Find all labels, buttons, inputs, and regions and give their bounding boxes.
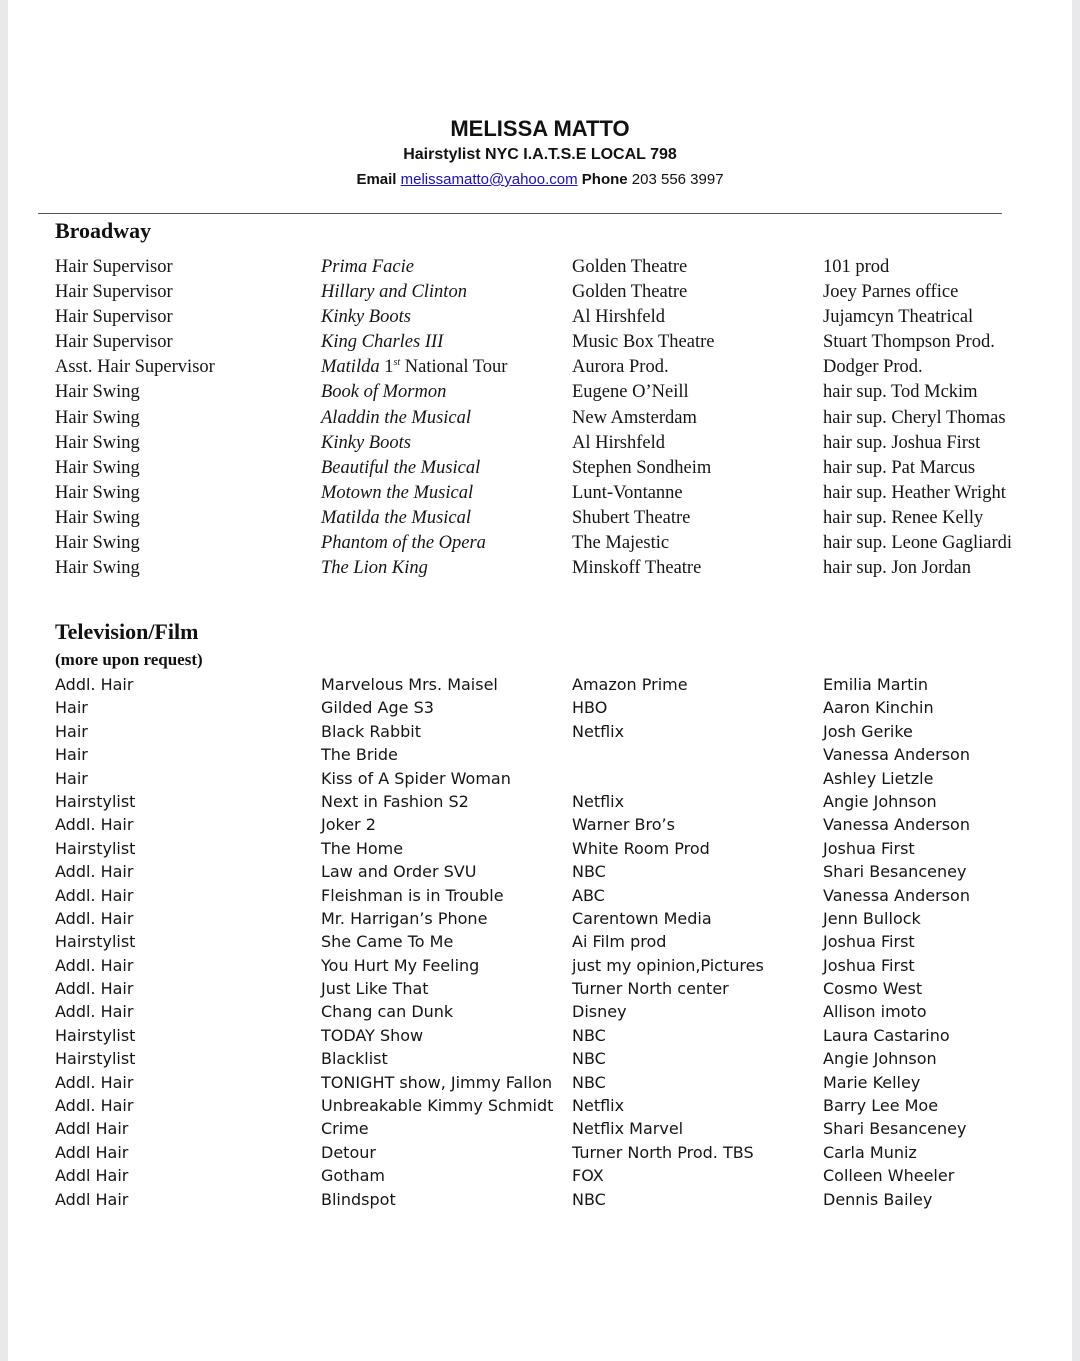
credit-row: [0, 1000, 1080, 1023]
credit-venue: FOX: [572, 1166, 604, 1186]
credit-row: [0, 531, 1080, 556]
credit-row: [0, 1047, 1080, 1070]
broadway-credits-list: [0, 255, 1080, 581]
credit-title: She Came To Me: [321, 932, 454, 952]
credit-contact: Marie Kelley: [823, 1072, 921, 1092]
tv-section-title: Television/Film: [55, 619, 199, 644]
credit-row: [0, 1188, 1080, 1211]
credit-row: [0, 696, 1080, 719]
credit-row: [0, 930, 1080, 953]
header-divider: [38, 213, 1002, 214]
credit-role: Asst. Hair Supervisor: [55, 357, 215, 378]
broadway-section-title: Broadway: [55, 218, 152, 243]
credit-row: [0, 330, 1080, 355]
credit-contact: Allison imoto: [823, 1002, 927, 1022]
credit-row: [0, 837, 1080, 860]
credit-contact: Jujamcyn Theatrical: [823, 307, 974, 328]
credit-venue: Ai Film prod: [572, 932, 667, 952]
credit-row: [0, 255, 1080, 280]
credit-role: Hair Swing: [55, 457, 140, 478]
credit-contact: Barry Lee Moe: [823, 1096, 939, 1116]
email-link[interactable]: melissamatto@yahoo.com: [400, 171, 578, 188]
credit-role: Hairstylist: [55, 838, 136, 858]
credit-role: Hair Swing: [55, 558, 140, 579]
credit-title-suffix: National Tour: [404, 357, 508, 378]
credit-row: [0, 860, 1080, 883]
credit-title-main: Matilda: [321, 357, 380, 378]
credit-row: [0, 456, 1080, 481]
credit-role: Hair Supervisor: [55, 332, 173, 353]
credit-title: The Lion King: [321, 558, 428, 579]
credit-role: Addl. Hair: [55, 815, 134, 835]
credit-role: Addl. Hair: [55, 908, 134, 928]
credit-title: [321, 355, 507, 380]
credit-contact: Joshua First: [823, 932, 915, 952]
credit-title: Aladdin the Musical: [321, 407, 472, 428]
credit-contact: Laura Castarino: [823, 1025, 950, 1045]
credit-title: Kinky Boots: [321, 307, 411, 328]
credit-contact: Joshua First: [823, 955, 915, 975]
credit-row: [0, 355, 1080, 380]
credit-role: Hair: [55, 698, 88, 718]
credit-contact: Vanessa Anderson: [823, 885, 970, 905]
credit-venue: Turner North Prod. TBS: [572, 1142, 754, 1162]
credit-title: Mr. Harrigan’s Phone: [321, 908, 488, 928]
credit-role: Addl Hair: [55, 1119, 129, 1139]
credit-venue: White Room Prod: [572, 838, 710, 858]
credit-title: Fleishman is in Trouble: [321, 885, 504, 905]
credit-role: Addl. Hair: [55, 1072, 134, 1092]
credit-contact: hair sup. Cheryl Thomas: [823, 407, 1006, 428]
credit-venue: Eugene O’Neill: [572, 382, 689, 403]
credit-role: Hair Supervisor: [55, 257, 173, 277]
credit-role: Hair Swing: [55, 407, 140, 428]
credit-title: Chang can Dunk: [321, 1002, 454, 1022]
credit-venue: NBC: [572, 1072, 606, 1092]
credit-contact: Shari Besanceney: [823, 1119, 967, 1139]
credit-role: Addl Hair: [55, 1142, 129, 1162]
credit-venue: NBC: [572, 862, 606, 882]
credit-title-ordinal: 1: [384, 357, 394, 378]
credit-contact: 101 prod: [823, 257, 890, 277]
credit-title: Law and Order SVU: [321, 862, 477, 882]
credit-role: Hairstylist: [55, 1049, 136, 1069]
credit-title: Blindspot: [321, 1189, 396, 1209]
tv-credits-list: [0, 673, 1080, 1211]
credit-row: [0, 481, 1080, 506]
credit-venue: Minskoff Theatre: [572, 558, 702, 579]
credit-role: Hairstylist: [55, 791, 136, 811]
credit-venue: NBC: [572, 1189, 606, 1209]
credit-title: Kiss of A Spider Woman: [321, 768, 511, 788]
ordinal-suffix: st: [393, 357, 401, 369]
credit-row: [0, 305, 1080, 330]
credit-row: [0, 1071, 1080, 1094]
credit-title: Hillary and Clinton: [321, 282, 467, 303]
credit-contact: hair sup. Joshua First: [823, 432, 981, 453]
credit-contact: Colleen Wheeler: [823, 1166, 955, 1186]
credit-venue: Golden Theatre: [572, 282, 688, 303]
credit-row: [0, 280, 1080, 305]
credit-venue: Netflix: [572, 721, 625, 741]
credit-venue: Netflix: [572, 1096, 625, 1116]
credit-row: [0, 720, 1080, 743]
credit-contact: Jenn Bullock: [823, 908, 921, 928]
credit-title: Matilda the Musical: [321, 507, 472, 528]
credit-row: [0, 1024, 1080, 1047]
credit-venue: The Majestic: [572, 533, 670, 554]
credit-venue: Al Hirshfeld: [572, 307, 665, 328]
credit-title: Detour: [321, 1142, 376, 1162]
credit-title: King Charles III: [321, 332, 444, 353]
credit-venue: Warner Bro’s: [572, 815, 675, 835]
credit-row: [0, 977, 1080, 1000]
credit-role: Addl. Hair: [55, 675, 134, 694]
credit-role: Addl. Hair: [55, 862, 134, 882]
credit-title: The Bride: [321, 745, 398, 765]
credit-role: Hair Swing: [55, 382, 140, 403]
credit-role: Hair Swing: [55, 482, 140, 503]
tv-section-note: (more upon request): [55, 650, 203, 669]
credit-contact: hair sup. Tod Mckim: [823, 382, 978, 403]
credit-row: [0, 884, 1080, 907]
phone-number: 203 556 3997: [631, 171, 724, 188]
credit-role: Hairstylist: [55, 1025, 136, 1045]
credit-row: [0, 1164, 1080, 1187]
credit-role: Hair Swing: [55, 533, 140, 554]
credit-role: Hair: [55, 768, 88, 788]
credit-venue: HBO: [572, 698, 608, 718]
credit-venue: Aurora Prod.: [572, 357, 669, 378]
credit-row: [0, 907, 1080, 930]
credit-venue: Shubert Theatre: [572, 507, 691, 528]
credit-venue: Lunt-Vontanne: [572, 482, 683, 503]
credit-contact: hair sup. Heather Wright: [823, 482, 1006, 503]
credit-title: Book of Mormon: [321, 382, 447, 403]
credit-role: Addl. Hair: [55, 1096, 134, 1116]
credit-title: You Hurt My Feeling: [321, 955, 480, 975]
contact-line: [0, 171, 1080, 188]
credit-venue: Disney: [572, 1002, 627, 1022]
credit-role: Hair: [55, 745, 88, 765]
credit-contact: Josh Gerike: [823, 721, 913, 741]
credit-contact: Angie Johnson: [823, 791, 937, 811]
credit-venue: ABC: [572, 885, 605, 905]
credit-contact: Ashley Lietzle: [823, 768, 934, 788]
credit-venue: Netflix Marvel: [572, 1119, 684, 1139]
credit-contact: Carla Muniz: [823, 1142, 917, 1162]
credit-role: Addl Hair: [55, 1166, 129, 1186]
email-label: Email: [356, 171, 397, 188]
credit-venue: Stephen Sondheim: [572, 457, 712, 478]
credit-venue: Carentown Media: [572, 908, 712, 928]
credit-contact: Dennis Bailey: [823, 1189, 933, 1209]
credit-contact: hair sup. Renee Kelly: [823, 507, 984, 528]
credit-title: TODAY Show: [321, 1025, 424, 1045]
credit-row: [0, 743, 1080, 766]
credit-row: [0, 1117, 1080, 1140]
credit-title: Just Like That: [321, 979, 429, 999]
credit-venue: Music Box Theatre: [572, 332, 715, 353]
credit-role: Hairstylist: [55, 932, 136, 952]
credit-contact: Dodger Prod.: [823, 357, 923, 378]
credit-row: [0, 767, 1080, 790]
credit-title: Blacklist: [321, 1049, 388, 1069]
credit-row: [0, 813, 1080, 836]
credit-contact: Stuart Thompson Prod.: [823, 332, 995, 353]
credit-row: [0, 1094, 1080, 1117]
credit-row: [0, 790, 1080, 813]
credit-row: [0, 556, 1080, 581]
credit-role: Addl Hair: [55, 1189, 129, 1209]
credit-contact: Shari Besanceney: [823, 862, 967, 882]
credit-role: Addl. Hair: [55, 885, 134, 905]
credit-title: TONIGHT show, Jimmy Fallon: [321, 1072, 553, 1092]
resume-name: MELISSA MATTO: [450, 116, 630, 141]
credit-contact: Joshua First: [823, 838, 915, 858]
credit-contact: Cosmo West: [823, 979, 923, 999]
credit-role: Hair Supervisor: [55, 282, 173, 303]
credit-contact: Vanessa Anderson: [823, 815, 970, 835]
credit-role: Addl. Hair: [55, 955, 134, 975]
credit-row: [0, 406, 1080, 431]
credit-title: Joker 2: [321, 815, 376, 835]
credit-contact: Angie Johnson: [823, 1049, 937, 1069]
credit-role: Hair Swing: [55, 507, 140, 528]
credit-role: Addl. Hair: [55, 1002, 134, 1022]
credit-venue: NBC: [572, 1025, 606, 1045]
credit-title: Black Rabbit: [321, 721, 421, 741]
credit-title: Phantom of the Opera: [321, 533, 486, 554]
credit-title: Gilded Age S3: [321, 698, 434, 718]
credit-venue: New Amsterdam: [572, 407, 697, 428]
credit-title: The Home: [321, 838, 404, 858]
credit-contact: hair sup. Jon Jordan: [823, 558, 971, 579]
credit-contact: Joey Parnes office: [823, 282, 959, 303]
resume-subtitle: Hairstylist NYC I.A.T.S.E LOCAL 798: [403, 146, 677, 163]
credit-venue: Amazon Prime: [572, 675, 688, 694]
credit-row: [0, 506, 1080, 531]
credit-contact: Emilia Martin: [823, 675, 928, 694]
credit-venue: Turner North center: [572, 979, 729, 999]
credit-row: [0, 380, 1080, 405]
credit-row: [0, 673, 1080, 696]
credit-contact: hair sup. Leone Gagliardi: [823, 533, 1013, 554]
credit-title: Motown the Musical: [321, 482, 474, 503]
credit-venue: Golden Theatre: [572, 257, 688, 277]
credit-title: Prima Facie: [321, 257, 414, 277]
credit-contact: Aaron Kinchin: [823, 698, 934, 718]
credit-role: Addl. Hair: [55, 979, 134, 999]
credit-role: Hair Swing: [55, 432, 140, 453]
credit-row: [0, 954, 1080, 977]
credit-contact: Vanessa Anderson: [823, 745, 970, 765]
credit-role: Hair: [55, 721, 88, 741]
credit-row: [0, 1141, 1080, 1164]
credit-contact: hair sup. Pat Marcus: [823, 457, 976, 478]
credit-title: Kinky Boots: [321, 432, 411, 453]
phone-label: Phone: [581, 171, 628, 188]
credit-title: Next in Fashion S2: [321, 791, 469, 811]
credit-venue: Netflix: [572, 791, 625, 811]
credit-venue: just my opinion,Pictures: [572, 955, 764, 975]
credit-title: Unbreakable Kimmy Schmidt: [321, 1096, 554, 1116]
credit-role: Hair Supervisor: [55, 307, 173, 328]
credit-title: Marvelous Mrs. Maisel: [321, 675, 498, 694]
credit-title: Gotham: [321, 1166, 385, 1186]
credit-title: Crime: [321, 1119, 369, 1139]
credit-title: Beautiful the Musical: [321, 457, 481, 478]
credit-row: [0, 431, 1080, 456]
credit-venue: NBC: [572, 1049, 606, 1069]
credit-venue: Al Hirshfeld: [572, 432, 665, 453]
